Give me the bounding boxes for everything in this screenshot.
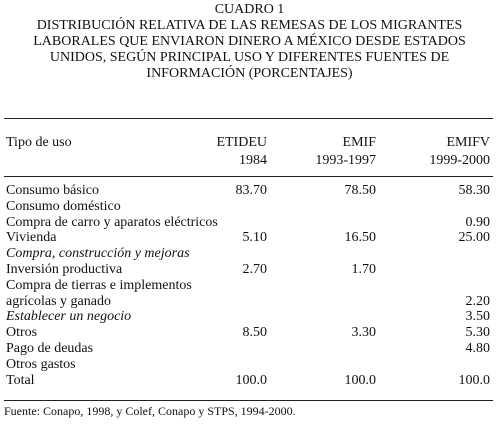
table-row [4, 341, 493, 357]
cell-emif: 100.0 [344, 372, 376, 388]
source-note: Fuente: Conapo, 1998, y Colef, Conapo y STPS, 1994-2000. [4, 404, 296, 418]
cell-emifv: 4.80 [465, 340, 490, 356]
cell-emifv: 100.0 [458, 372, 490, 388]
title-line: UNIDOS, SEGÚN PRINCIPAL USO Y DIFERENTES FUENTES DE [49, 50, 450, 65]
cell-emif: 3.30 [351, 325, 376, 341]
cell-emifv: 3.50 [465, 309, 490, 325]
cell-emif: 1.70 [351, 261, 376, 277]
table-row [4, 309, 493, 325]
row-label: Inversión productiva [6, 261, 123, 277]
row-label: Otros gastos [6, 356, 76, 372]
column-header-emifv: EMIFV [446, 135, 490, 150]
row-label: Otros [6, 325, 38, 341]
column-header-tipo-de-uso: Tipo de uso [6, 135, 72, 150]
table-row [4, 325, 493, 341]
table-number: CUADRO 1 [214, 2, 285, 17]
table-title [0, 2, 499, 82]
row-label: Consumo básico [6, 183, 99, 198]
cell-emifv: 0.90 [465, 214, 490, 230]
table-body [4, 183, 493, 388]
cell-etideu: 83.70 [235, 183, 267, 198]
row-label: Vivienda [6, 230, 57, 246]
row-label: Establecer un negocio [6, 309, 132, 325]
cell-etideu: 5.10 [242, 230, 267, 246]
top-rule [4, 118, 493, 119]
cell-emif: 16.50 [344, 230, 376, 246]
column-header-emif: EMIF [342, 135, 376, 150]
table-row [4, 230, 493, 246]
column-header-emifv-year: 1999-2000 [429, 153, 490, 168]
row-label: Compra de tierras e implementos [6, 277, 192, 293]
table-row [4, 246, 493, 262]
table-row [4, 262, 493, 278]
cell-emifv: 5.30 [465, 325, 490, 341]
cell-emifv: 58.30 [458, 183, 490, 198]
table-row [4, 183, 493, 199]
table-row [4, 373, 493, 389]
row-label: Compra, construcción y mejoras [6, 246, 190, 262]
cell-etideu: 2.70 [242, 261, 267, 277]
table-row [4, 278, 493, 294]
row-label: Consumo doméstico [6, 198, 121, 214]
column-header-etideu-year: 1984 [239, 153, 267, 168]
cell-emifv: 2.20 [465, 293, 490, 309]
column-header-emif-year: 1993-1997 [315, 153, 376, 168]
cell-emifv: 25.00 [458, 230, 490, 246]
table-row [4, 215, 493, 231]
title-line: LABORALES QUE ENVIARON DINERO A MÉXICO DESDE ESTADOS [33, 34, 466, 49]
cell-etideu: 100.0 [235, 372, 267, 388]
cell-etideu: 8.50 [242, 325, 267, 341]
table-row [4, 199, 493, 215]
table-row [4, 357, 493, 373]
row-label: Compra de carro y aparatos eléctricos [6, 214, 218, 230]
cell-emif: 78.50 [344, 183, 376, 198]
header-rule [4, 176, 493, 177]
title-line: INFORMACIÓN (PORCENTAJES) [146, 66, 353, 81]
row-label: Total [6, 372, 35, 388]
title-line: DISTRIBUCIÓN RELATIVA DE LAS REMESAS DE LOS MIGRANTES [36, 18, 463, 33]
row-label: Pago de deudas [6, 340, 94, 356]
column-header-etideu: ETIDEU [216, 135, 267, 150]
table-row [4, 294, 493, 310]
bottom-rule [4, 400, 493, 401]
row-label: agrícolas y ganado [6, 293, 111, 309]
